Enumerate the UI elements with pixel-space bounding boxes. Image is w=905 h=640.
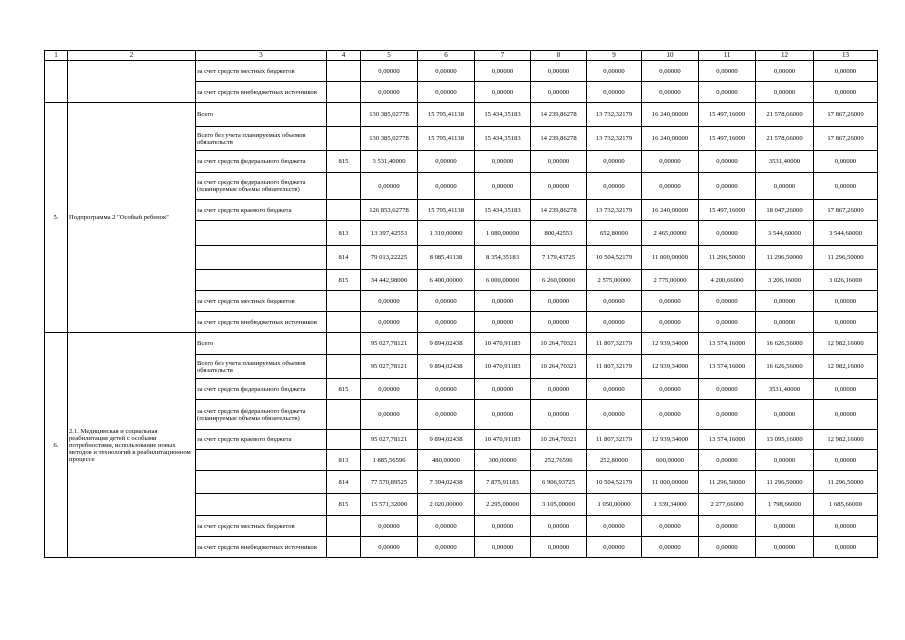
amount-cell: 0,00000 xyxy=(587,312,642,333)
amount-cell: 17 867,26000 xyxy=(814,103,878,127)
amount-cell: 9 894,02438 xyxy=(418,430,475,450)
amount-cell: 0,00000 xyxy=(699,151,756,173)
amount-cell: 13 397,42553 xyxy=(361,221,418,246)
amount-cell: 9 894,02438 xyxy=(418,333,475,355)
amount-cell: 13 732,32179 xyxy=(587,127,642,151)
amount-cell: 16 240,00000 xyxy=(642,103,699,127)
amount-cell: 0,00000 xyxy=(814,516,878,537)
amount-cell: 14 239,86278 xyxy=(531,127,587,151)
amount-cell: 95 027,78121 xyxy=(361,333,418,355)
budget-code: 813 xyxy=(327,450,361,471)
amount-cell: 10 470,91183 xyxy=(475,355,531,379)
amount-cell: 0,00000 xyxy=(756,450,814,471)
amount-cell: 0,00000 xyxy=(531,516,587,537)
table-row xyxy=(45,333,878,355)
funding-source: за счет средств местных бюджетов xyxy=(196,516,327,537)
program-name: 2.1. Медицинская и социальная реабилитация детей с особыми потребностями, использование новых методов и технологий в реабилитационном процессе xyxy=(68,333,196,558)
amount-cell: 0,00000 xyxy=(475,312,531,333)
amount-cell: 13 574,16000 xyxy=(699,430,756,450)
amount-cell: 0,00000 xyxy=(418,312,475,333)
amount-cell: 2 277,66000 xyxy=(699,494,756,516)
amount-cell: 0,00000 xyxy=(587,61,642,82)
funding-source xyxy=(196,450,327,471)
amount-cell: 600,00000 xyxy=(642,450,699,471)
amount-cell: 0,00000 xyxy=(756,173,814,200)
amount-cell: 0,00000 xyxy=(475,537,531,558)
amount-cell: 11 296,50000 xyxy=(699,246,756,270)
amount-cell: 10 504,52179 xyxy=(587,246,642,270)
amount-cell: 0,00000 xyxy=(756,82,814,103)
amount-cell: 6 260,00000 xyxy=(531,270,587,291)
budget-code: 815 xyxy=(327,270,361,291)
amount-cell: 0,00000 xyxy=(814,151,878,173)
amount-cell: 0,00000 xyxy=(587,379,642,400)
amount-cell: 12 939,34000 xyxy=(642,430,699,450)
amount-cell: 21 578,66000 xyxy=(756,103,814,127)
amount-cell: 0,00000 xyxy=(642,312,699,333)
column-header: 12 xyxy=(756,51,814,61)
amount-cell: 79 013,22225 xyxy=(361,246,418,270)
amount-cell: 0,00000 xyxy=(361,61,418,82)
amount-cell: 0,00000 xyxy=(531,291,587,312)
amount-cell: 0,00000 xyxy=(587,291,642,312)
amount-cell: 0,00000 xyxy=(814,400,878,430)
amount-cell: 0,00000 xyxy=(475,516,531,537)
amount-cell: 0,00000 xyxy=(361,537,418,558)
amount-cell: 0,00000 xyxy=(814,450,878,471)
column-header: 2 xyxy=(68,51,196,61)
program-name: Подпрограмма 2 "Особый ребенок" xyxy=(68,103,196,333)
budget-code xyxy=(327,355,361,379)
amount-cell: 0,00000 xyxy=(475,400,531,430)
amount-cell: 0,00000 xyxy=(587,516,642,537)
amount-cell: 15 795,41138 xyxy=(418,200,475,221)
budget-code: 814 xyxy=(327,246,361,270)
amount-cell: 0,00000 xyxy=(756,312,814,333)
amount-cell: 13 732,32179 xyxy=(587,103,642,127)
amount-cell: 1 050,00000 xyxy=(587,494,642,516)
amount-cell: 3531,40000 xyxy=(756,379,814,400)
amount-cell: 0,00000 xyxy=(587,151,642,173)
funding-source xyxy=(196,270,327,291)
amount-cell: 11 296,50000 xyxy=(756,246,814,270)
amount-cell: 0,00000 xyxy=(642,400,699,430)
amount-cell: 11 807,32179 xyxy=(587,333,642,355)
amount-cell: 4 200,66000 xyxy=(699,270,756,291)
budget-table xyxy=(44,50,878,558)
budget-code xyxy=(327,333,361,355)
budget-code xyxy=(327,312,361,333)
amount-cell: 0,00000 xyxy=(361,82,418,103)
budget-code: 815 xyxy=(327,494,361,516)
amount-cell: 95 027,78121 xyxy=(361,430,418,450)
row-number: 5. xyxy=(45,103,68,333)
funding-source: за счет средств федерального бюджета xyxy=(196,379,327,400)
funding-source: Всего без учета планируемых объемов обязательств xyxy=(196,127,327,151)
amount-cell: 14 239,86278 xyxy=(531,103,587,127)
budget-code: 813 xyxy=(327,221,361,246)
amount-cell: 0,00000 xyxy=(418,82,475,103)
amount-cell: 0,00000 xyxy=(699,516,756,537)
amount-cell: 13 574,16000 xyxy=(699,355,756,379)
amount-cell: 0,00000 xyxy=(814,173,878,200)
row-number: 6. xyxy=(45,333,68,558)
amount-cell: 0,00000 xyxy=(587,537,642,558)
amount-cell: 2 295,00000 xyxy=(475,494,531,516)
amount-cell: 16 626,56000 xyxy=(756,333,814,355)
amount-cell: 77 570,89525 xyxy=(361,471,418,494)
table-row xyxy=(45,103,878,127)
amount-cell: 0,00000 xyxy=(475,291,531,312)
amount-cell: 252,76596 xyxy=(531,450,587,471)
amount-cell: 12 982,16000 xyxy=(814,333,878,355)
amount-cell: 11 807,32179 xyxy=(587,355,642,379)
amount-cell: 10 264,70321 xyxy=(531,430,587,450)
budget-code xyxy=(327,400,361,430)
amount-cell: 0,00000 xyxy=(475,82,531,103)
amount-cell: 12 982,16000 xyxy=(814,430,878,450)
amount-cell: 0,00000 xyxy=(587,82,642,103)
amount-cell: 2 575,00000 xyxy=(587,270,642,291)
budget-code xyxy=(327,200,361,221)
amount-cell: 0,00000 xyxy=(418,400,475,430)
amount-cell: 0,00000 xyxy=(361,400,418,430)
funding-source: за счет средств краевого бюджета xyxy=(196,430,327,450)
amount-cell: 15 571,32000 xyxy=(361,494,418,516)
amount-cell: 0,00000 xyxy=(531,82,587,103)
amount-cell: 0,00000 xyxy=(699,400,756,430)
column-header: 7 xyxy=(475,51,531,61)
amount-cell: 11 296,50000 xyxy=(814,246,878,270)
amount-cell: 0,00000 xyxy=(699,291,756,312)
amount-cell: 0,00000 xyxy=(361,379,418,400)
amount-cell: 2 465,00000 xyxy=(642,221,699,246)
amount-cell: 1 685,66000 xyxy=(814,494,878,516)
amount-cell: 8 085,41138 xyxy=(418,246,475,270)
amount-cell: 3 544,60000 xyxy=(756,221,814,246)
amount-cell: 7 179,43725 xyxy=(531,246,587,270)
amount-cell: 0,00000 xyxy=(475,61,531,82)
funding-source: за счет средств федерального бюджета xyxy=(196,151,327,173)
funding-source: Всего xyxy=(196,103,327,127)
amount-cell: 6 400,00000 xyxy=(418,270,475,291)
amount-cell: 16 240,00000 xyxy=(642,127,699,151)
table-row xyxy=(45,61,878,82)
budget-code: 815 xyxy=(327,379,361,400)
amount-cell: 11 000,00000 xyxy=(642,246,699,270)
amount-cell: 10 470,91183 xyxy=(475,430,531,450)
amount-cell: 0,00000 xyxy=(418,61,475,82)
amount-cell: 11 296,50000 xyxy=(699,471,756,494)
amount-cell: 130 385,02778 xyxy=(361,127,418,151)
column-header: 9 xyxy=(587,51,642,61)
amount-cell: 126 853,62778 xyxy=(361,200,418,221)
amount-cell: 10 264,70321 xyxy=(531,355,587,379)
amount-cell: 15 434,35183 xyxy=(475,127,531,151)
funding-source: Всего xyxy=(196,333,327,355)
amount-cell: 0,00000 xyxy=(814,291,878,312)
amount-cell: 130 385,02778 xyxy=(361,103,418,127)
budget-code xyxy=(327,291,361,312)
column-header: 1 xyxy=(45,51,68,61)
budget-code xyxy=(327,61,361,82)
amount-cell: 0,00000 xyxy=(361,173,418,200)
amount-cell: 0,00000 xyxy=(531,173,587,200)
amount-cell: 0,00000 xyxy=(418,151,475,173)
amount-cell: 0,00000 xyxy=(814,312,878,333)
amount-cell: 0,00000 xyxy=(361,291,418,312)
column-header: 10 xyxy=(642,51,699,61)
budget-code xyxy=(327,82,361,103)
funding-source: за счет средств местных бюджетов xyxy=(196,61,327,82)
amount-cell: 0,00000 xyxy=(531,537,587,558)
amount-cell: 6 906,93725 xyxy=(531,471,587,494)
amount-cell: 9 894,02438 xyxy=(418,355,475,379)
amount-cell: 0,00000 xyxy=(531,400,587,430)
amount-cell: 0,00000 xyxy=(475,151,531,173)
amount-cell: 16 626,56000 xyxy=(756,355,814,379)
amount-cell: 0,00000 xyxy=(814,82,878,103)
amount-cell: 0,00000 xyxy=(642,291,699,312)
amount-cell: 0,00000 xyxy=(699,312,756,333)
amount-cell: 95 027,78121 xyxy=(361,355,418,379)
amount-cell: 14 239,86278 xyxy=(531,200,587,221)
funding-source: за счет средств федерального бюджета (планируемые объемы обязательств) xyxy=(196,400,327,430)
amount-cell: 0,00000 xyxy=(699,82,756,103)
funding-source xyxy=(196,494,327,516)
column-header: 13 xyxy=(814,51,878,61)
amount-cell: 0,00000 xyxy=(814,61,878,82)
amount-cell: 15 497,16000 xyxy=(699,200,756,221)
amount-cell: 0,00000 xyxy=(756,537,814,558)
amount-cell: 300,00000 xyxy=(475,450,531,471)
amount-cell: 13 095,16000 xyxy=(756,430,814,450)
amount-cell: 1 310,00000 xyxy=(418,221,475,246)
amount-cell: 0,00000 xyxy=(418,173,475,200)
amount-cell: 0,00000 xyxy=(475,379,531,400)
amount-cell: 15 795,41138 xyxy=(418,103,475,127)
amount-cell: 0,00000 xyxy=(418,516,475,537)
amount-cell: 3 206,16000 xyxy=(756,270,814,291)
amount-cell: 11 807,32179 xyxy=(587,430,642,450)
funding-source: за счет средств внебюджетных источников xyxy=(196,537,327,558)
amount-cell: 17 867,26000 xyxy=(814,127,878,151)
budget-code xyxy=(327,516,361,537)
amount-cell: 0,00000 xyxy=(642,61,699,82)
amount-cell: 0,00000 xyxy=(418,291,475,312)
amount-cell: 17 867,26000 xyxy=(814,200,878,221)
amount-cell: 12 939,34000 xyxy=(642,355,699,379)
budget-code xyxy=(327,127,361,151)
amount-cell: 0,00000 xyxy=(642,537,699,558)
program-name xyxy=(68,61,196,103)
amount-cell: 0,00000 xyxy=(814,537,878,558)
amount-cell: 0,00000 xyxy=(587,400,642,430)
amount-cell: 15 497,16000 xyxy=(699,103,756,127)
amount-cell: 480,00000 xyxy=(418,450,475,471)
amount-cell: 12 939,34000 xyxy=(642,333,699,355)
funding-source xyxy=(196,246,327,270)
amount-cell: 10 504,52179 xyxy=(587,471,642,494)
amount-cell: 11 296,50000 xyxy=(756,471,814,494)
amount-cell: 21 578,66000 xyxy=(756,127,814,151)
amount-cell: 0,00000 xyxy=(642,379,699,400)
row-number xyxy=(45,61,68,103)
amount-cell: 3531,40000 xyxy=(756,151,814,173)
amount-cell: 11 000,00000 xyxy=(642,471,699,494)
amount-cell: 1 798,66000 xyxy=(756,494,814,516)
amount-cell: 800,42553 xyxy=(531,221,587,246)
amount-cell: 3 026,16000 xyxy=(814,270,878,291)
column-header: 4 xyxy=(327,51,361,61)
amount-cell: 0,00000 xyxy=(642,151,699,173)
amount-cell: 7 875,91183 xyxy=(475,471,531,494)
amount-cell: 15 434,35183 xyxy=(475,103,531,127)
amount-cell: 16 240,00000 xyxy=(642,200,699,221)
column-header: 8 xyxy=(531,51,587,61)
amount-cell: 8 354,35183 xyxy=(475,246,531,270)
amount-cell: 0,00000 xyxy=(475,173,531,200)
amount-cell: 0,00000 xyxy=(699,450,756,471)
amount-cell: 0,00000 xyxy=(418,537,475,558)
amount-cell: 0,00000 xyxy=(531,379,587,400)
budget-code xyxy=(327,537,361,558)
budget-code xyxy=(327,430,361,450)
amount-cell: 0,00000 xyxy=(756,516,814,537)
amount-cell: 3 531,40000 xyxy=(361,151,418,173)
funding-source: за счет средств местных бюджетов xyxy=(196,291,327,312)
amount-cell: 0,00000 xyxy=(699,379,756,400)
amount-cell: 13 732,32179 xyxy=(587,200,642,221)
amount-cell: 652,80000 xyxy=(587,221,642,246)
amount-cell: 0,00000 xyxy=(642,516,699,537)
funding-source xyxy=(196,221,327,246)
amount-cell: 2 775,00000 xyxy=(642,270,699,291)
amount-cell: 18 047,26000 xyxy=(756,200,814,221)
amount-cell: 0,00000 xyxy=(531,151,587,173)
amount-cell: 1 339,34000 xyxy=(642,494,699,516)
amount-cell: 0,00000 xyxy=(587,173,642,200)
funding-source: за счет средств краевого бюджета xyxy=(196,200,327,221)
funding-source xyxy=(196,471,327,494)
funding-source: за счет средств внебюджетных источников xyxy=(196,312,327,333)
amount-cell: 1 885,56596 xyxy=(361,450,418,471)
amount-cell: 11 296,50000 xyxy=(814,471,878,494)
amount-cell: 0,00000 xyxy=(699,61,756,82)
amount-cell: 10 470,91183 xyxy=(475,333,531,355)
amount-cell: 15 497,16000 xyxy=(699,127,756,151)
column-header: 5 xyxy=(361,51,418,61)
amount-cell: 15 434,35183 xyxy=(475,200,531,221)
amount-cell: 0,00000 xyxy=(642,82,699,103)
table-body xyxy=(45,51,878,558)
amount-cell: 7 394,02438 xyxy=(418,471,475,494)
amount-cell: 0,00000 xyxy=(531,61,587,82)
budget-code xyxy=(327,173,361,200)
column-header: 6 xyxy=(418,51,475,61)
amount-cell: 0,00000 xyxy=(418,379,475,400)
amount-cell: 3 105,00000 xyxy=(531,494,587,516)
funding-source: Всего без учета планируемых объемов обязательств xyxy=(196,355,327,379)
header-row xyxy=(45,51,878,61)
amount-cell: 0,00000 xyxy=(531,312,587,333)
amount-cell: 0,00000 xyxy=(642,173,699,200)
budget-code xyxy=(327,103,361,127)
amount-cell: 0,00000 xyxy=(361,516,418,537)
amount-cell: 3 544,60000 xyxy=(814,221,878,246)
amount-cell: 0,00000 xyxy=(699,221,756,246)
amount-cell: 13 574,16000 xyxy=(699,333,756,355)
amount-cell: 0,00000 xyxy=(756,400,814,430)
amount-cell: 0,00000 xyxy=(756,61,814,82)
amount-cell: 2 020,00000 xyxy=(418,494,475,516)
budget-code: 814 xyxy=(327,471,361,494)
amount-cell: 12 982,16000 xyxy=(814,355,878,379)
amount-cell: 0,00000 xyxy=(361,312,418,333)
funding-source: за счет средств внебюджетных источников xyxy=(196,82,327,103)
amount-cell: 15 795,41138 xyxy=(418,127,475,151)
budget-code: 815 xyxy=(327,151,361,173)
amount-cell: 34 442,98000 xyxy=(361,270,418,291)
amount-cell: 6 000,00000 xyxy=(475,270,531,291)
amount-cell: 10 264,70321 xyxy=(531,333,587,355)
funding-source: за счет средств федерального бюджета (планируемые объемы обязательств) xyxy=(196,173,327,200)
amount-cell: 252,80000 xyxy=(587,450,642,471)
column-header: 3 xyxy=(196,51,327,61)
column-header: 11 xyxy=(699,51,756,61)
amount-cell: 0,00000 xyxy=(756,291,814,312)
amount-cell: 0,00000 xyxy=(814,379,878,400)
amount-cell: 0,00000 xyxy=(699,173,756,200)
amount-cell: 0,00000 xyxy=(699,537,756,558)
amount-cell: 1 080,00000 xyxy=(475,221,531,246)
